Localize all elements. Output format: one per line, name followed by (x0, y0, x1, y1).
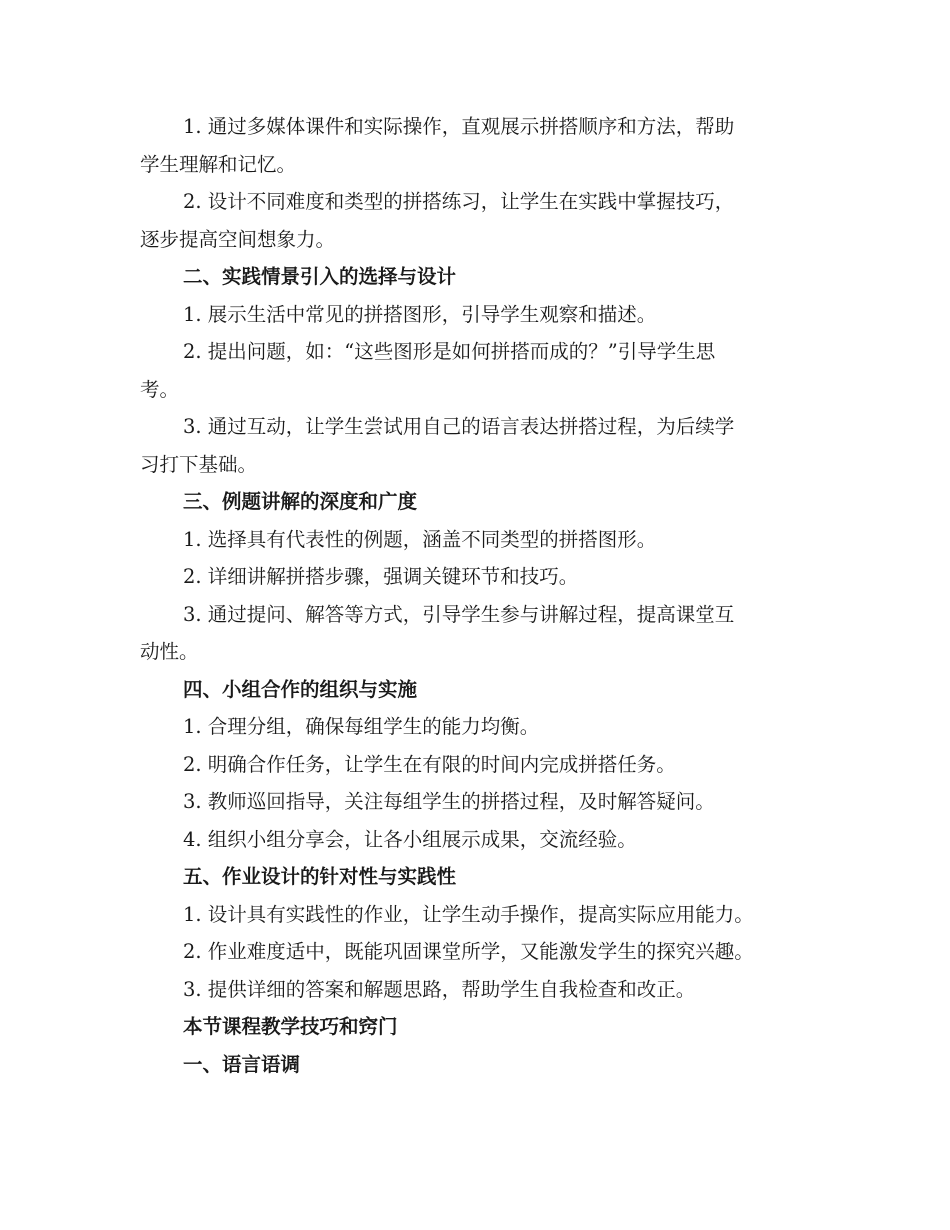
paragraph-line: 3. 提供详细的答案和解题思路，帮助学生自我检查和改正。 (183, 977, 696, 1001)
paragraph-line: 1. 通过多媒体课件和实际操作，直观展示拼搭顺序和方法，帮助 (183, 115, 735, 138)
document-body (140, 108, 820, 1083)
section-heading: 二、实践情景引入的选择与设计 (183, 265, 457, 288)
paragraph-line: 3. 通过提问、解答等方式，引导学生参与讲解过程，提高课堂互 (183, 602, 735, 626)
paragraph-line: 2. 提出问题，如：“这些图形是如何拼搭而成的？”引导学生思 (183, 340, 716, 363)
paragraph-line: 逐步提高空间想象力。 (140, 227, 336, 251)
paragraph-line: 考。 (140, 377, 180, 401)
paragraph-line: 1. 展示生活中常见的拼搭图形，引导学生观察和描述。 (183, 302, 657, 326)
section-heading: 四、小组合作的组织与实施 (183, 677, 418, 701)
section-heading: 一、语言语调 (183, 1052, 301, 1076)
paragraph-line: 2. 作业难度适中，既能巩固课堂所学，又能激发学生的探究兴趣。 (183, 940, 754, 963)
paragraph-line: 学生理解和记忆。 (140, 152, 297, 176)
paragraph-line: 1. 合理分组，确保每组学生的能力均衡。 (183, 715, 540, 738)
paragraph-line: 3. 通过互动，让学生尝试用自己的语言表达拼搭过程，为后续学 (183, 415, 735, 438)
paragraph-line: 3. 教师巡回指导，关注每组学生的拼搭过程，及时解答疑问。 (183, 790, 715, 813)
paragraph-line: 动性。 (140, 640, 199, 663)
paragraph-line: 1. 设计具有实践性的作业，让学生动手操作，提高实际应用能力。 (183, 902, 754, 926)
paragraph-line: 2. 详细讲解拼搭步骤，强调关键环节和技巧。 (183, 565, 579, 588)
paragraph-line: 2. 明确合作任务，让学生在有限的时间内完成拼搭任务。 (183, 752, 676, 776)
paragraph-line: 2. 设计不同难度和类型的拼搭练习，让学生在实践中掌握技巧， (183, 190, 735, 213)
section-heading: 五、作业设计的针对性与实践性 (183, 865, 457, 888)
section-heading: 本节课程教学技巧和窍门 (183, 1015, 398, 1038)
paragraph-line: 4. 组织小组分享会，让各小组展示成果，交流经验。 (183, 827, 637, 851)
section-heading: 三、例题讲解的深度和广度 (183, 490, 418, 513)
paragraph-line: 习打下基础。 (140, 452, 258, 476)
paragraph-line: 1. 选择具有代表性的例题，涵盖不同类型的拼搭图形。 (183, 527, 657, 551)
